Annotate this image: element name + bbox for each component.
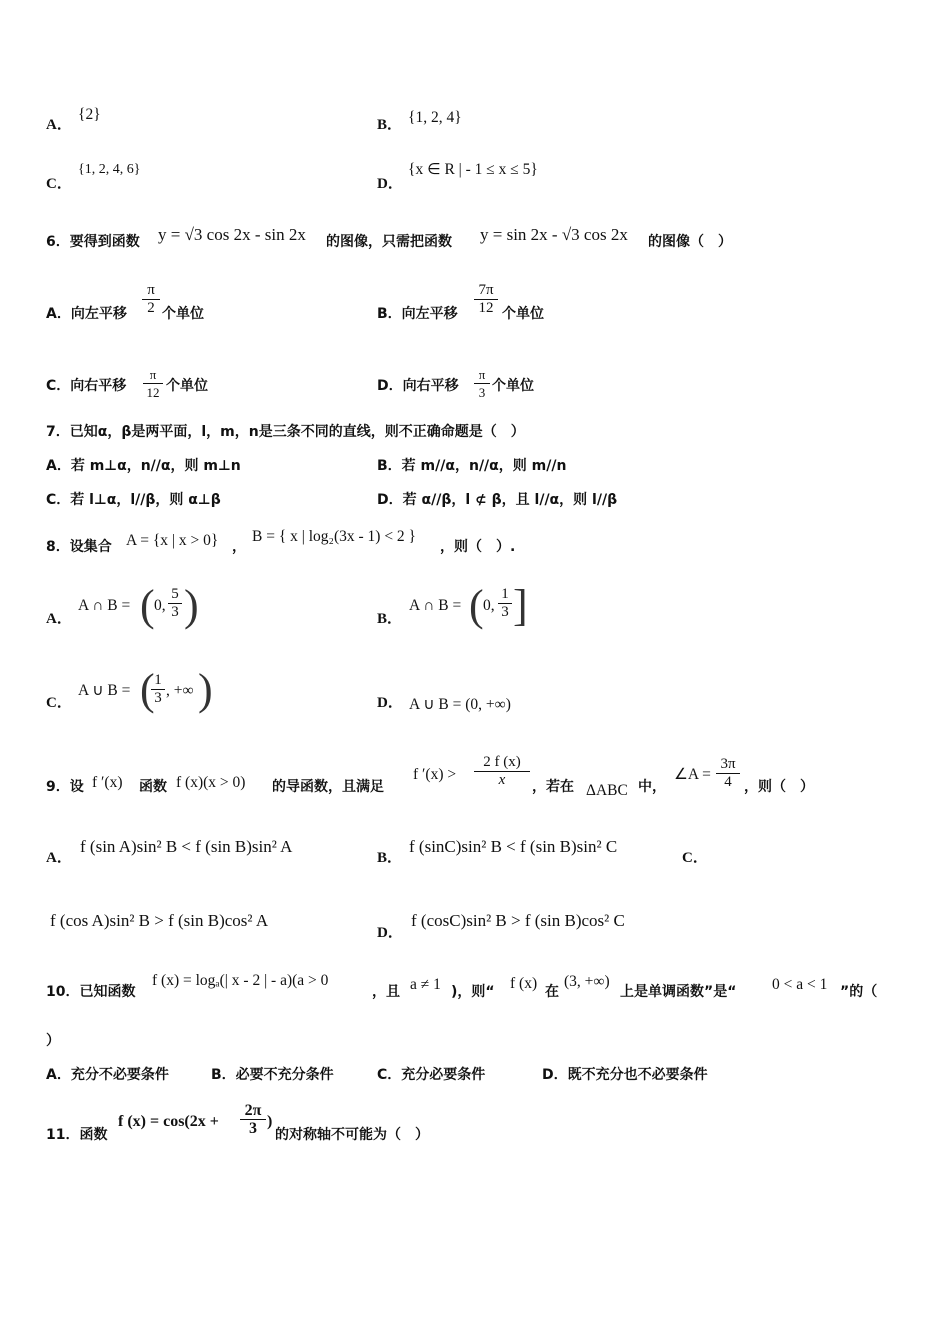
q9-text-2: 的导函数，且满足 — [272, 779, 384, 795]
q8-option-a-open-paren: ( — [140, 581, 155, 630]
q10-option-d: D．既不充分也不必要条件 — [542, 1067, 708, 1083]
q9-text-4: 中， — [638, 779, 666, 795]
q8-option-a-close: ) — [184, 581, 199, 630]
q5-option-c-label: C． — [46, 176, 72, 192]
q6-option-c-num: π — [143, 366, 163, 384]
q8-option-a-expr: A ∩ B = — [78, 597, 131, 614]
q8-option-b-open-paren: ( — [469, 581, 484, 630]
q8-option-b-den: 3 — [501, 604, 509, 620]
q8-stem-start: 8．设集合 — [46, 539, 112, 555]
q10-text-4: 上是单调函数”是“ — [620, 984, 737, 1000]
q10-expr-fx: f (x) — [510, 975, 538, 992]
q6-option-d-suffix: 个单位 — [492, 378, 534, 394]
q10-expr-range: 0 < a < 1 — [772, 976, 828, 993]
q8-option-a-left: 0, — [154, 597, 166, 614]
q6-option-b-prefix: B．向左平移 — [377, 306, 458, 322]
q9-angle-num: 3π — [716, 756, 740, 774]
q5-option-a-label: A． — [46, 117, 72, 133]
q9-option-a-expr: f (sin A)sin² B < f (sin B)sin² A — [80, 837, 293, 856]
q8-option-c-fraction — [151, 672, 165, 707]
q9-option-d-label: D． — [377, 925, 403, 941]
q10-text-3: 在 — [545, 984, 559, 1000]
q6-stem-start: 6．要得到函数 — [46, 234, 140, 250]
q8-option-a-fraction — [168, 586, 182, 621]
q6-option-a-den: 2 — [147, 300, 155, 316]
q8-option-c-expr: A ∪ B = — [78, 682, 131, 699]
q8-option-a-num: 5 — [168, 586, 182, 604]
q9-stem-start: 9．设 — [46, 779, 84, 795]
q6-option-c-suffix: 个单位 — [166, 378, 208, 394]
q10-option-b: B．必要不充分条件 — [211, 1067, 334, 1083]
q6-stem-mid: 的图像，只需把函数 — [326, 234, 452, 250]
q9-option-a-label: A． — [46, 850, 72, 866]
q11-expr-post: ) — [267, 1113, 273, 1130]
q8-option-a-den: 3 — [171, 604, 179, 620]
q7-option-c: C．若 l⊥α，l//β，则 α⊥β — [46, 492, 221, 508]
q6-expr-2: y = sin 2x - √3 cos 2x — [480, 225, 628, 244]
q11-fraction — [240, 1102, 266, 1137]
q9-angle-fraction — [716, 756, 740, 791]
q9-expr-fprime: f ′(x) — [92, 774, 123, 791]
q8-option-c-close-paren: ) — [198, 665, 213, 714]
q10-text-6: ） — [46, 1033, 60, 1049]
q8-set-a: A = {x | x > 0} — [126, 532, 219, 549]
q10-option-c: C．充分必要条件 — [377, 1067, 486, 1083]
q7-option-b: B．若 m//α，n//α，则 m//n — [377, 458, 567, 474]
q5-option-b-expr: {1, 2, 4} — [408, 109, 462, 126]
q9-fraction-den: x — [498, 772, 506, 788]
q9-expr-ineq: f ′(x) > — [413, 766, 457, 783]
q8-option-d-expr: A ∪ B = (0, +∞) — [409, 696, 511, 713]
q8-option-b-expr: A ∩ B = — [409, 597, 462, 614]
q6-option-a-suffix: 个单位 — [162, 306, 204, 322]
q9-expr-angle: ∠A = — [674, 766, 711, 783]
q6-option-b-num: 7π — [474, 282, 498, 300]
q9-text-1: 函数 — [139, 779, 167, 795]
q6-option-b-fraction — [474, 282, 498, 317]
q11-stem-end: 的对称轴不可能为（ ） — [275, 1127, 429, 1143]
q6-option-c-fraction — [143, 366, 163, 401]
q6-option-d-num: π — [474, 366, 490, 384]
q10-text-5: ”的（ — [840, 984, 878, 1000]
q7-stem: 7．已知α，β是两平面，l，m，n是三条不同的直线，则不正确命题是（ ） — [46, 424, 525, 440]
q9-text-5: ，则（ ） — [744, 779, 814, 795]
q6-option-a-prefix: A．向左平移 — [46, 306, 127, 322]
q11-expr-pre: f (x) = cos(2x + — [118, 1113, 219, 1130]
q6-option-c-prefix: C．向右平移 — [46, 378, 127, 394]
q8-stem-end: ，则（ ）. — [440, 539, 516, 555]
q9-option-c-expr: f (cos A)sin² B > f (sin B)cos² A — [50, 911, 269, 930]
q7-option-d: D．若 α//β，l ⊄ β，且 l//α，则 l//β — [377, 492, 618, 508]
q9-expr-triangle: ΔABC — [586, 782, 628, 799]
q6-expr-1: y = √3 cos 2x - sin 2x — [158, 225, 306, 244]
q10-expr-interval: (3, +∞) — [564, 973, 610, 990]
q10-expr-f: f (x) = logₐ(| x - 2 | - a)(a > 0 — [152, 972, 329, 989]
q8-option-c-label: C． — [46, 695, 72, 711]
q8-option-b-left: 0, — [483, 597, 495, 614]
q5-option-d-label: D． — [377, 176, 403, 192]
q11-stem-start: 11．函数 — [46, 1127, 108, 1143]
q8-comma: ， — [232, 539, 246, 555]
q6-option-a-fraction — [142, 282, 160, 317]
q8-option-b-label: B． — [377, 611, 403, 627]
q6-option-d-den: 3 — [478, 385, 486, 400]
q8-option-c-open-paren: ( — [140, 665, 155, 714]
q8-option-c-den: 3 — [154, 690, 162, 706]
q10-option-a: A．充分不必要条件 — [46, 1067, 169, 1083]
q5-option-c-expr: {1, 2, 4, 6} — [78, 162, 141, 177]
q5-option-a-expr: {2} — [78, 106, 101, 123]
q9-option-b-expr: f (sinC)sin² B < f (sin B)sin² C — [409, 837, 618, 856]
q9-text-3: ，若在 — [532, 779, 574, 795]
q8-option-b-num: 1 — [498, 586, 512, 604]
q6-option-b-den: 12 — [478, 300, 494, 316]
q10-text-1: ，且 — [372, 984, 400, 1000]
q6-option-a-num: π — [142, 282, 160, 300]
q5-option-d-expr: {x ∈ R | - 1 ≤ x ≤ 5} — [408, 161, 538, 178]
q9-angle-den: 4 — [724, 774, 732, 790]
q8-option-a-label: A． — [46, 611, 72, 627]
q9-option-b-label: B． — [377, 850, 403, 866]
q11-fraction-num: 2π — [240, 1102, 266, 1120]
q8-option-d-label: D． — [377, 695, 403, 711]
q7-option-a: A．若 m⊥α，n//α，则 m⊥n — [46, 458, 241, 474]
q10-text-2: )，则“ — [451, 984, 495, 1000]
q6-option-b-suffix: 个单位 — [502, 306, 544, 322]
q6-stem-end: 的图像（ ） — [648, 234, 732, 250]
q9-option-d-expr: f (cosC)sin² B > f (sin B)cos² C — [411, 911, 625, 930]
q8-option-b-close: ] — [513, 581, 528, 630]
q8-set-b: B = { x | log₂(3x - 1) < 2 } — [252, 528, 416, 545]
q9-expr-f: f (x)(x > 0) — [176, 774, 246, 791]
q6-option-d-prefix: D．向右平移 — [377, 378, 459, 394]
q10-expr-a: a ≠ 1 — [410, 976, 441, 993]
q9-fraction-num: 2 f (x) — [474, 754, 530, 772]
q6-option-d-fraction — [474, 366, 490, 401]
q10-stem-start: 10．已知函数 — [46, 984, 136, 1000]
q5-option-b-label: B． — [377, 117, 403, 133]
q9-option-c-label: C． — [682, 850, 708, 866]
q8-option-b-fraction — [498, 586, 512, 621]
q11-fraction-den: 3 — [249, 1120, 257, 1137]
q6-option-c-den: 12 — [146, 385, 160, 400]
q8-option-c-right: , +∞ — [166, 682, 194, 699]
q9-fraction — [474, 754, 530, 789]
q8-option-c-num: 1 — [151, 672, 165, 690]
